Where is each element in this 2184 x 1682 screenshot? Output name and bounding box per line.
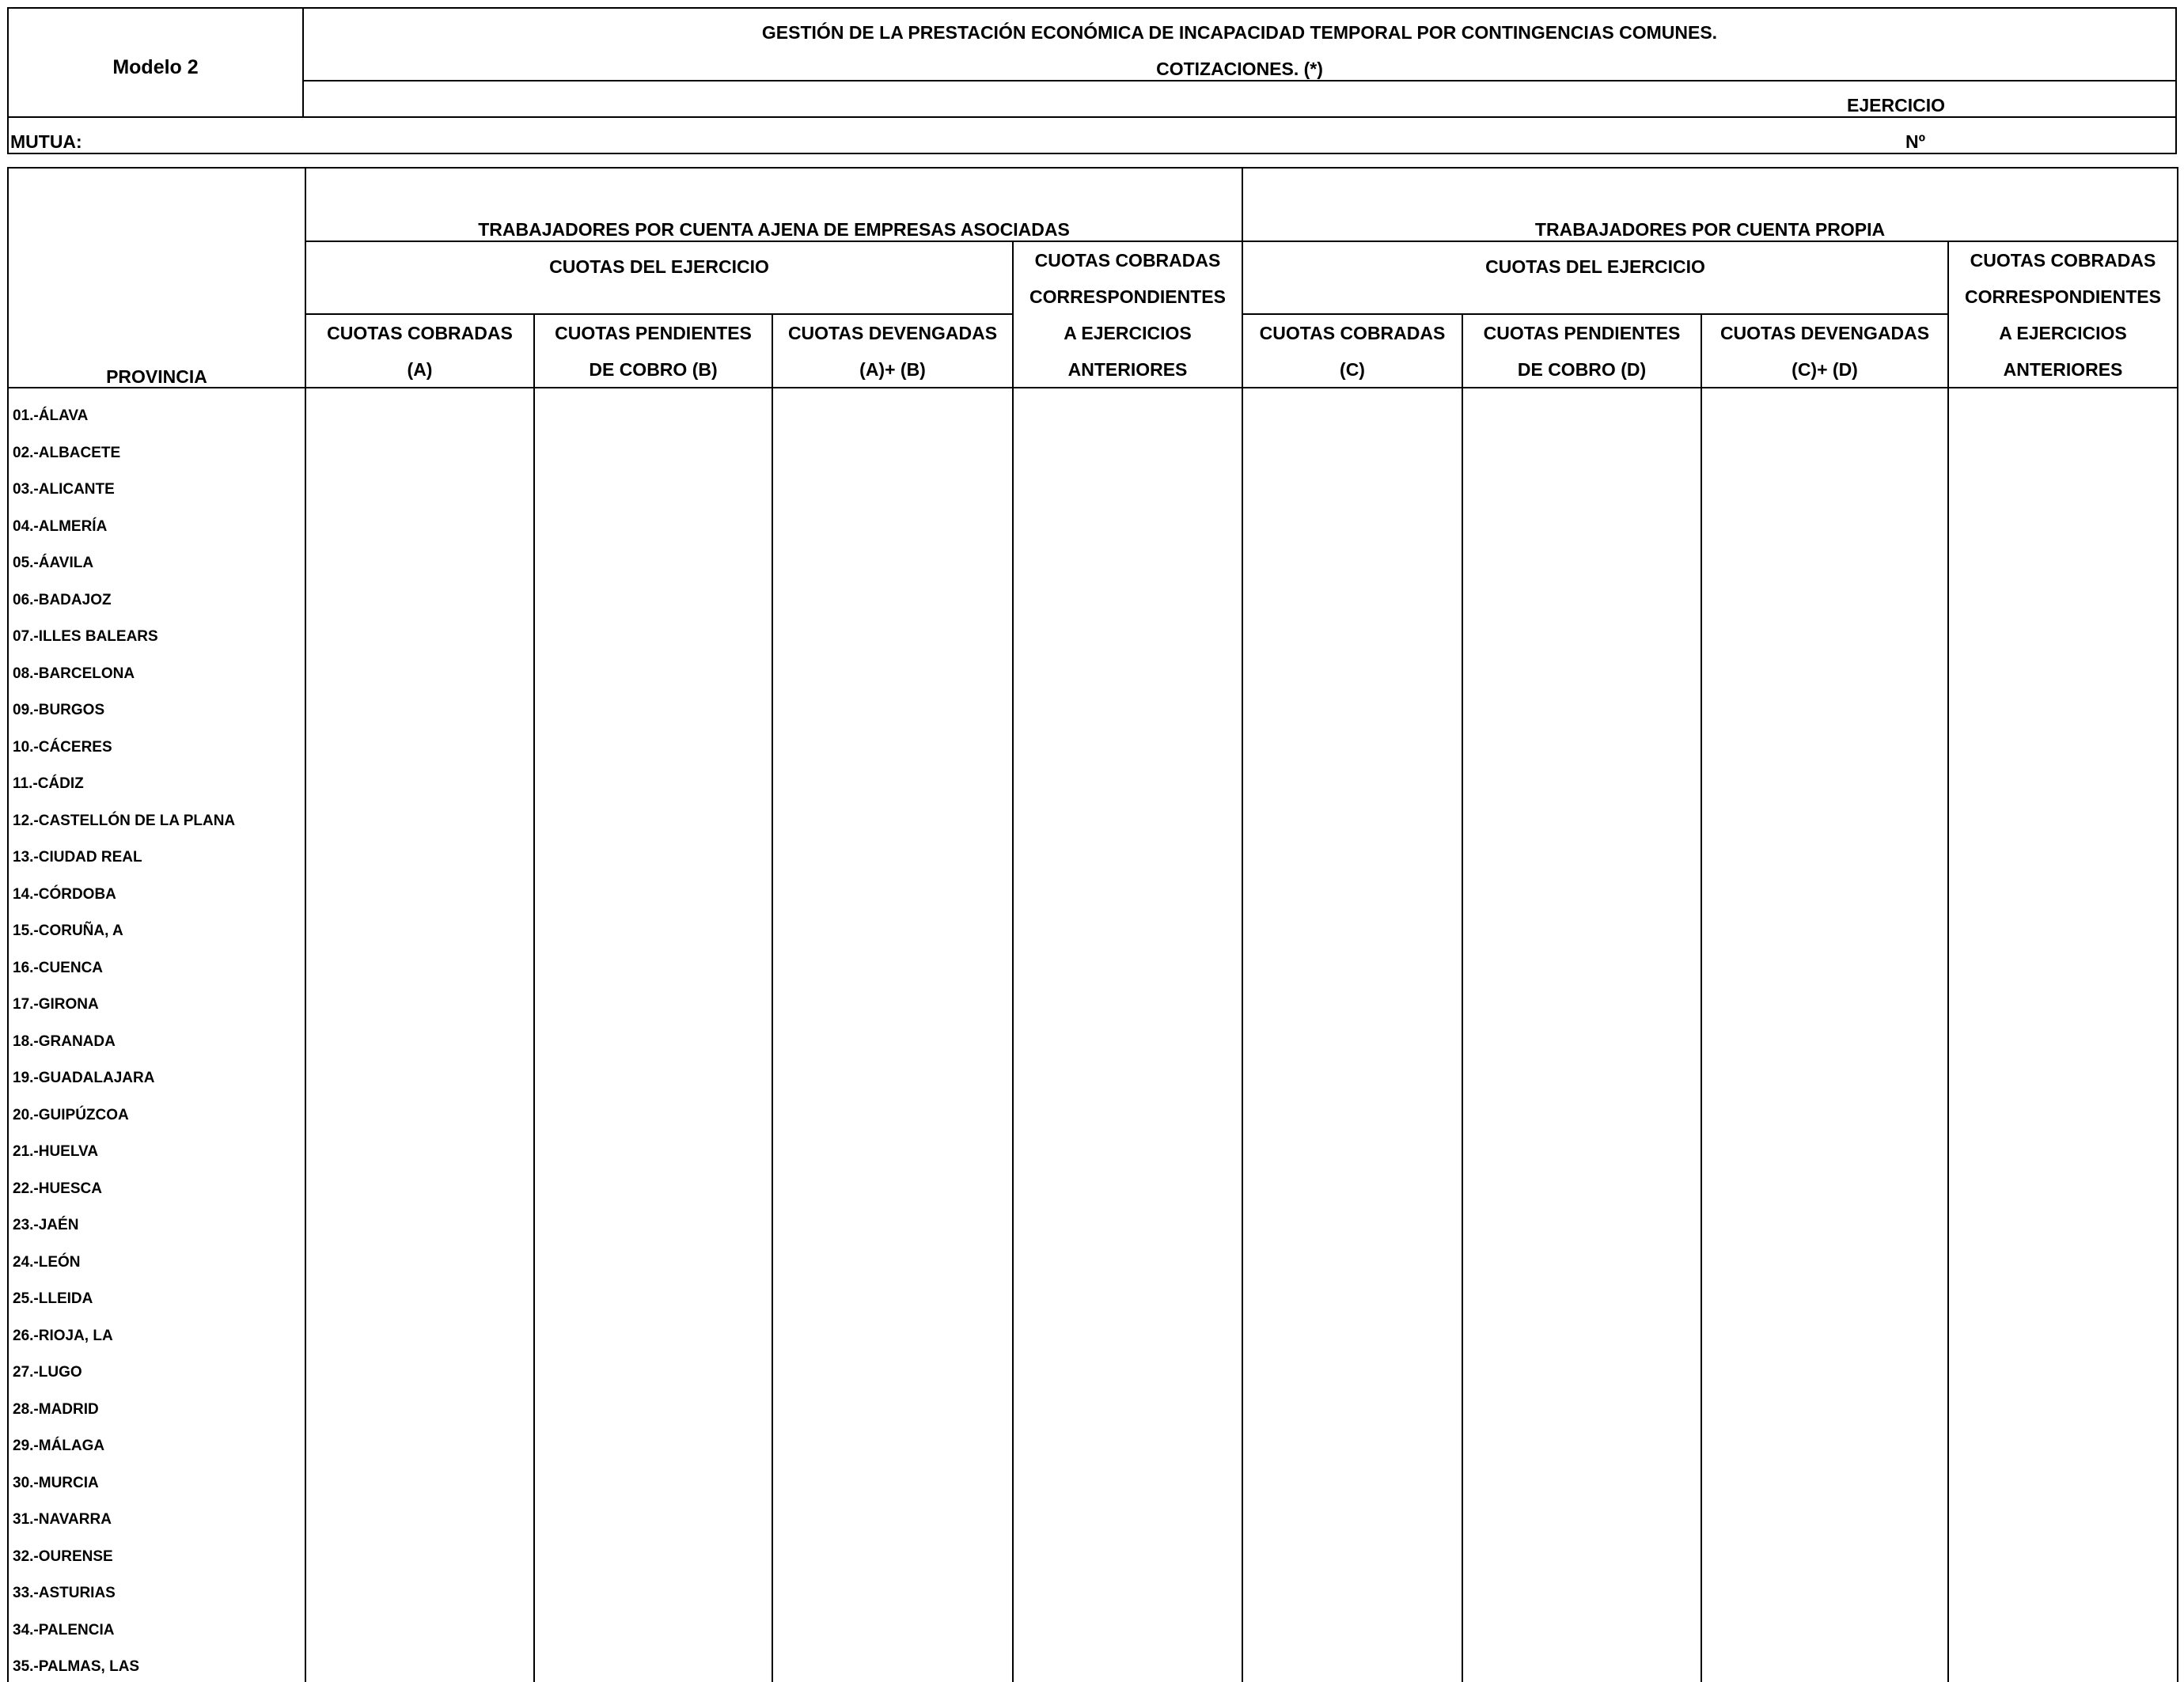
- propia-anteriores-header: [1949, 242, 2177, 388]
- col-cd-line1: CUOTAS DEVENGADAS: [1720, 323, 1930, 343]
- provincia-row-label: 02.-ALBACETE: [13, 444, 121, 461]
- group-propia-header: TRABAJADORES POR CUENTA PROPIA: [1534, 219, 1886, 240]
- ajena-cuotas-ejercicio: CUOTAS DEL EJERCICIO: [549, 256, 769, 277]
- propia-cuotas-ejercicio: CUOTAS DEL EJERCICIO: [1485, 256, 1705, 277]
- col-ab-header: [773, 315, 1012, 388]
- provincia-row-label: 16.-CUENCA: [13, 959, 104, 976]
- provincia-row-label: 12.-CASTELLÓN DE LA PLANA: [13, 812, 236, 829]
- provincia-row-label: 31.-NAVARRA: [13, 1511, 112, 1528]
- col-cd-line2: (C)+ (D): [1792, 359, 1858, 380]
- provincia-row-label: 35.-PALMAS, LAS: [13, 1658, 140, 1675]
- col-c-line1: CUOTAS COBRADAS: [1259, 323, 1446, 343]
- provincia-row-label: 21.-HUELVA: [13, 1143, 99, 1160]
- propia-anteriores-line4: ANTERIORES: [2003, 359, 2123, 380]
- provincia-row-label: 18.-GRANADA: [13, 1032, 116, 1050]
- modelo-label: Modelo 2: [112, 56, 199, 78]
- propia-anteriores-line2: CORRESPONDIENTES: [1965, 286, 2161, 307]
- col-c-header: [1243, 315, 1462, 388]
- provincia-row-label: 11.-CÁDIZ: [13, 775, 84, 792]
- provincia-row-label: 20.-GUIPÚZCOA: [13, 1106, 129, 1123]
- col-a-line2: (A): [407, 359, 433, 380]
- provincia-row-label: 04.-ALMERÍA: [13, 517, 108, 535]
- provincia-row-label: 27.-LUGO: [13, 1364, 82, 1381]
- provincia-row-label: 29.-MÁLAGA: [13, 1438, 105, 1454]
- ejercicio-label: EJERCICIO: [1847, 95, 1945, 116]
- col-cd-header: [1702, 315, 1947, 388]
- provincia-row-label: 10.-CÁCERES: [13, 738, 112, 756]
- propia-anteriores-line1: CUOTAS COBRADAS: [1970, 250, 2156, 271]
- form-title: GESTIÓN DE LA PRESTACIÓN ECONÓMICA DE INCAPACIDAD TEMPORAL POR CONTINGENCIAS COMUNES.: [761, 22, 1718, 43]
- provincia-row-label: 06.-BADAJOZ: [13, 591, 112, 608]
- provincia-row-label: 25.-LLEIDA: [13, 1290, 93, 1307]
- col-b-line1: CUOTAS PENDIENTES: [555, 323, 752, 343]
- provincia-row-label: 19.-GUADALAJARA: [13, 1070, 155, 1086]
- provincia-row-label: 14.-CÓRDOBA: [13, 885, 116, 903]
- provincia-row-label: 28.-MADRID: [13, 1400, 99, 1418]
- provincia-row-label: 09.-BURGOS: [13, 702, 105, 718]
- ajena-anteriores-header: [1014, 242, 1242, 388]
- col-a-line1: CUOTAS COBRADAS: [327, 323, 513, 343]
- mutua-label: MUTUA:: [10, 131, 82, 152]
- provincia-header: PROVINCIA: [106, 366, 207, 387]
- col-b-line2: DE COBRO (B): [589, 359, 718, 380]
- provincia-row-label: 01.-ÁLAVA: [13, 407, 89, 424]
- provincia-row-label: 07.-ILLES BALEARS: [13, 628, 158, 645]
- ajena-anteriores-line2: CORRESPONDIENTES: [1029, 286, 1226, 307]
- provincia-row-label: 30.-MURCIA: [13, 1474, 99, 1491]
- ajena-anteriores-line4: ANTERIORES: [1067, 359, 1188, 380]
- provincia-row-label: 33.-ASTURIAS: [13, 1585, 116, 1601]
- col-b-header: [535, 315, 772, 388]
- provincia-row-label: 24.-LEÓN: [13, 1253, 81, 1271]
- provincia-row-label: 08.-BARCELONA: [13, 665, 135, 682]
- propia-anteriores-line3: A EJERCICIOS: [1999, 323, 2127, 343]
- col-d-header: [1463, 315, 1701, 388]
- provincia-row-label: 15.-CORUÑA, A: [13, 922, 123, 939]
- numero-label: Nº: [1905, 131, 1926, 152]
- provincia-row-label: 23.-JAÉN: [13, 1217, 79, 1233]
- ajena-anteriores-line3: A EJERCICIOS: [1064, 323, 1192, 343]
- provincia-row-label: 32.-OURENSE: [13, 1548, 113, 1565]
- col-ab-line1: CUOTAS DEVENGADAS: [787, 323, 998, 343]
- col-c-line2: (C): [1340, 359, 1365, 380]
- provincia-row-label: 13.-CIUDAD REAL: [13, 849, 142, 866]
- col-ab-line2: (A)+ (B): [859, 359, 926, 380]
- provincia-row-label: 17.-GIRONA: [13, 996, 99, 1013]
- col-d-line2: DE COBRO (D): [1517, 359, 1647, 380]
- provincia-row-label: 34.-PALENCIA: [13, 1621, 115, 1638]
- form-subtitle: COTIZACIONES. (*): [1156, 59, 1323, 79]
- provincia-row-label: 03.-ALICANTE: [13, 481, 115, 498]
- col-a-header: [306, 315, 533, 388]
- ajena-anteriores-line1: CUOTAS COBRADAS: [1034, 250, 1221, 271]
- provincia-row-label: 22.-HUESCA: [13, 1180, 102, 1197]
- provincia-row-label: 26.-RIOJA, LA: [13, 1327, 113, 1344]
- group-ajena-header: TRABAJADORES POR CUENTA AJENA DE EMPRESAS ASOCIADAS: [478, 219, 1070, 240]
- provincia-row-label: 05.-ÁAVILA: [13, 555, 94, 571]
- col-d-line1: CUOTAS PENDIENTES: [1483, 323, 1681, 343]
